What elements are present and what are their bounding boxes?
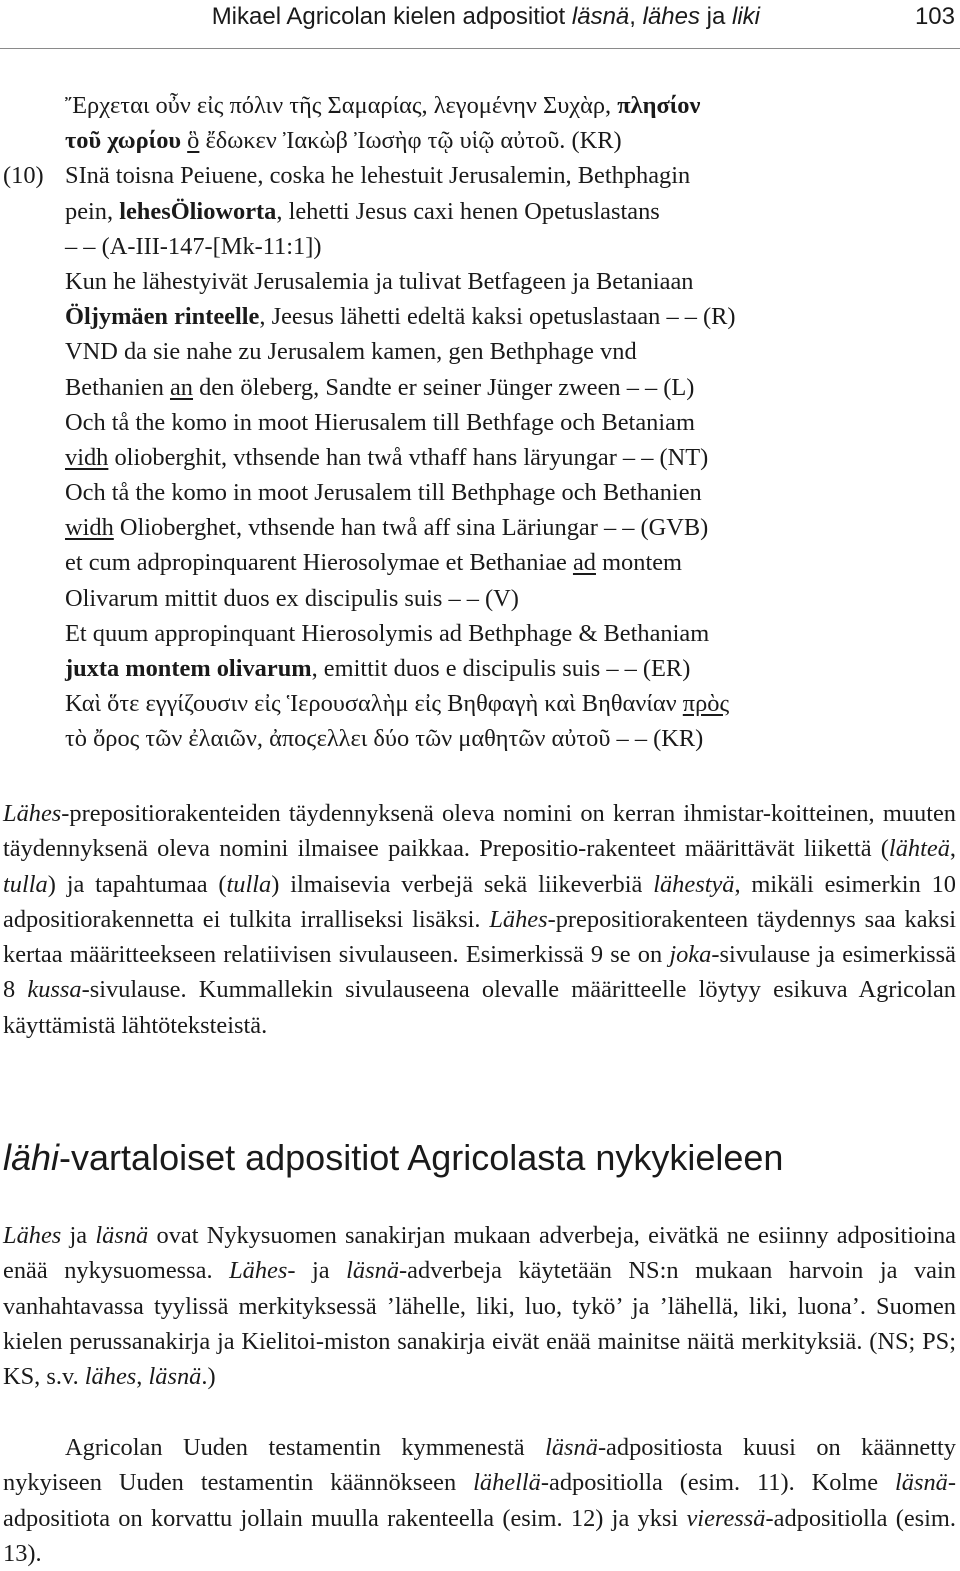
- example-line: τοῦ χωρίου ὃ ἔδωκεν Ἰακὼβ Ἰωσὴφ τῷ υἱῷ αὐτοῦ. (KR): [65, 127, 622, 155]
- example-line: – – (A-III-147-[Mk-11:1]): [65, 232, 322, 260]
- example-line: et cum adpropinquarent Hierosolymae et Bethaniae ad montem: [65, 549, 683, 577]
- example-line: widh Olioberghet, vthsende han twå aff sina Läriungar – – (GVB): [65, 514, 709, 542]
- example-10-block: [0, 88, 960, 757]
- example-line: Öljymäen rinteelle, Jeesus lähetti edeltä kaksi opetuslastaan – – (R): [65, 303, 736, 331]
- page-number: 103: [914, 3, 955, 30]
- example-line: vidh olioberghit, vthsende han twå vthaff hans läryungar – – (NT): [65, 443, 709, 471]
- example-line: Καὶ ὅτε εγγίζουσιν εἰς Ἱερουσαλὴμ εἰς Βηθφαγὴ καὶ Βηθανίαν πρὸς: [65, 690, 730, 718]
- example-number: (10): [3, 162, 44, 190]
- example-line: Och tå the komo in moot Hierusalem till Bethfage och Betaniam: [65, 408, 695, 436]
- body-paragraph-2: Lähes ja läsnä ovat Nykysuomen sanakirjan mukaan adverbeja, eivätkä ne esiinny adpositioina enää nykysuomessa. Lähes- ja läsnä-adverbeja käytetään NS:n mukaan harvoin ja vain vanhahtavassa tyylissä merkityksessä ’lähelle, liki, luo, tykö’ ja ’lähellä, liki, luona’. Suomen kielen perussanakirja ja Kielitoi-miston sanakirja eivät enää mainitse näitä merkityksiä. (NS; PS; KS, s.v. lähes, läsnä.): [3, 1222, 956, 1391]
- running-title: Mikael Agricolan kielen adpositiot läsnä, lähes ja liki: [211, 3, 760, 30]
- example-line: Olivarum mittit duos ex discipulis suis – – (V): [65, 584, 519, 612]
- example-line: Ἔρχεται οὖν εἰς πόλιν τῆς Σαμαρίας, λεγομένην Συχὰρ, πλησίον: [65, 92, 701, 119]
- running-header: [0, 0, 960, 49]
- example-line: Och tå the komo in moot Jerusalem till Bethphage och Bethanien: [65, 479, 702, 507]
- section-heading: lähi-vartaloiset adpositiot Agricolasta nykykieleen: [3, 1137, 784, 1178]
- example-line: juxta montem olivarum, emittit duos e discipulis suis – – (ER): [65, 655, 691, 682]
- example-line: Kun he lähestyivät Jerusalemia ja tulivat Betfageen ja Betaniaan: [65, 267, 694, 295]
- example-line: τὸ ὄρος τῶν ἐλαιῶν, ἀποϛελλει δύο τῶν μαθητῶν αὐτοῦ – – (KR): [65, 725, 704, 753]
- body-paragraph-1: Lähes-prepositiorakenteiden täydennyksenä oleva nomini on kerran ihmistar-koitteinen, muuten täydennyksenä oleva nomini ilmaisee paikkaa. Prepositio-rakenteet määrittävät liikettä (lähteä, tulla) ja tapahtumaa (tulla) ilmaisevia verbejä sekä liikeverbiä lähestyä, mikäli esimerkin 10 adpositiorakennetta ei tulkita irralliseksi lisäksi. Lähes-prepositiorakenteen täydennys saa kaksi kertaa määritteekseen relatiivisen sivulauseen. Esimerkissä 9 se on joka-sivulause ja esimerkissä 8 kussa-sivulause. Kummallekin sivulauseena olevalle määritteelle löytyy esikuva Agricolan käyttämistä lähtöteksteistä.: [3, 800, 957, 1039]
- example-line: Bethanien an den öleberg, Sandte er seiner Jünger zween – – (L): [65, 373, 695, 401]
- example-line: (10) SInä toisna Peiuene, coska he lehestuit Jerusalemin, Bethphagin: [0, 158, 960, 193]
- example-line: Et quum appropinquant Hierosolymis ad Bethphage & Bethaniam: [65, 619, 710, 647]
- body-paragraph-3: Agricolan Uuden testamentin kymmenestä läsnä-adpositiosta kuusi on käännetty nykyiseen Uuden testamentin käännökseen lähellä-adpositiolla (esim. 11). Kolme läsnä-adpositiota on korvattu jollain muulla rakenteella (esim. 12) ja yksi vieressä-adpositiolla (esim. 13).: [3, 1434, 956, 1567]
- example-line: VND da sie nahe zu Jerusalem kamen, gen Bethphage vnd: [65, 338, 637, 366]
- example-line: pein, lehesÖlioworta, lehetti Jesus caxi henen Opetuslastans: [65, 197, 660, 225]
